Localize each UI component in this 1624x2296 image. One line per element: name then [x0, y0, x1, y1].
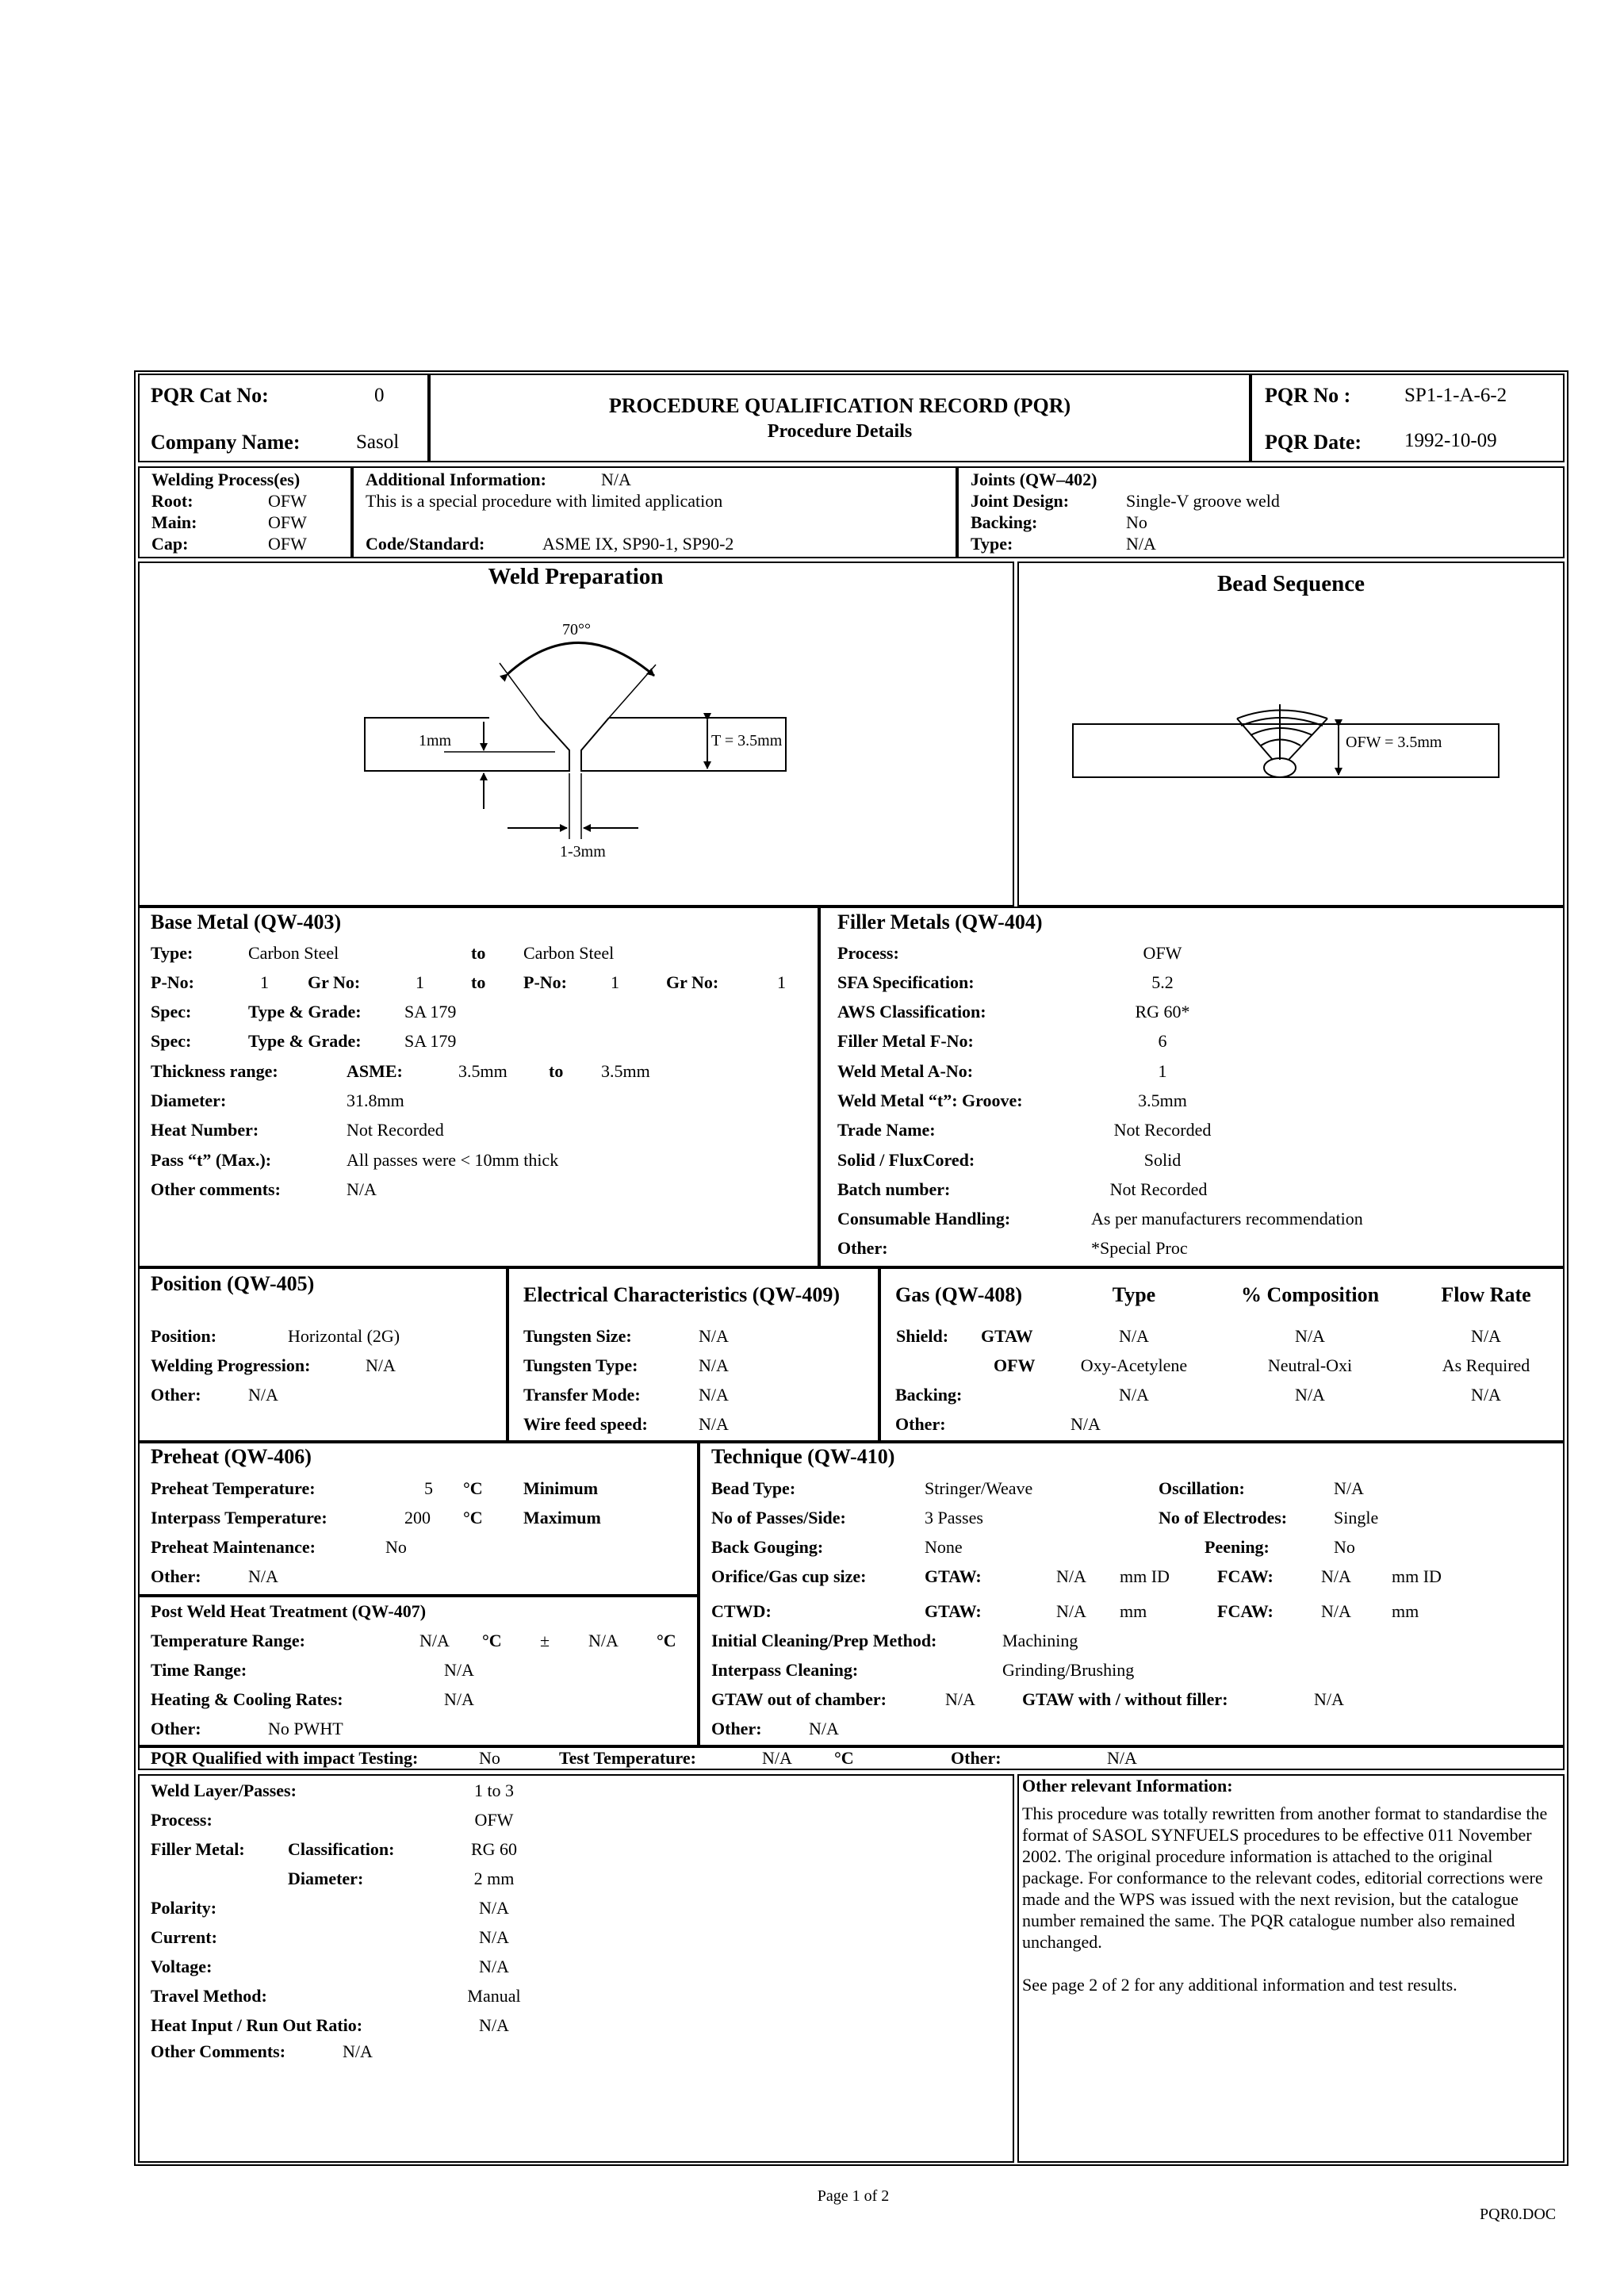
impact-other-label: Other: [951, 1748, 1002, 1768]
layer-other-label: Other Comments: [151, 2041, 286, 2061]
bm-grno-label2: Gr No: [666, 972, 719, 992]
interpass-temp-label: Interpass Temperature: [151, 1508, 327, 1527]
preheat-maint-label: Preheat Maintenance: [151, 1537, 316, 1557]
bm-spec2: SA 179 [404, 1031, 457, 1051]
bm-pno-to: to [471, 972, 486, 992]
filler-solid-value: Solid [1143, 1150, 1182, 1170]
code-standard-value: ASME IX, SP90-1, SP90-2 [542, 534, 734, 554]
pwht-temp-unit2: °C [657, 1631, 676, 1650]
process-cap-value: OFW [268, 534, 307, 554]
technique-other-value: N/A [809, 1719, 839, 1738]
bm-thk1: 3.5mm [458, 1061, 508, 1081]
preheat-other-label: Other: [151, 1566, 201, 1586]
tungsten-size-label: Tungsten Size: [523, 1326, 632, 1346]
interpass-max: Maximum [523, 1508, 601, 1527]
electrodes-value: Single [1334, 1508, 1379, 1527]
filler-process-value: OFW [1143, 943, 1182, 963]
joint-design-value: Single-V groove weld [1126, 491, 1280, 511]
bm-spec-label1: Spec: [151, 1002, 192, 1022]
pqr-cat-no-value: 0 [374, 385, 385, 406]
pwht-other-label: Other: [151, 1719, 201, 1738]
weld-prep-diagram [0, 0, 1624, 912]
back-gouging-value: None [925, 1537, 963, 1557]
progression-value: N/A [366, 1355, 396, 1375]
root-face-label: 1mm [419, 732, 452, 749]
backing-value: No [1126, 512, 1147, 532]
filler-groove-label: Weld Metal “t”: Groove: [837, 1091, 1023, 1110]
impact-other-value: N/A [1107, 1748, 1137, 1768]
initial-cleaning-value: Machining [1002, 1631, 1078, 1650]
filler-fno-label: Filler Metal F-No: [837, 1031, 974, 1051]
bm-grno-label1: Gr No: [308, 972, 361, 992]
shield-ofw-flow: As Required [1442, 1355, 1530, 1375]
voltage-label: Voltage: [151, 1957, 213, 1976]
other-info-text: This procedure was totally rewritten from another format to standardise the format of SASOL SYNFUELS procedures to be effective 011 November 2002. The original procedure information is attached to the original package. For conformance to the relevant codes, editorial corrections were made and the WPS was issued with the next revision, but the catalogue number remained the same. The PQR catalogue number also remained unchanged. [1022, 1803, 1548, 1952]
pwht-time-value: N/A [444, 1660, 474, 1680]
tungsten-type-value: N/A [699, 1355, 729, 1375]
preheat-other-value: N/A [248, 1566, 278, 1586]
gas-backing-flow: N/A [1471, 1385, 1501, 1405]
pwht-pm: ± [540, 1631, 550, 1650]
ctwd-fcaw-value: N/A [1321, 1601, 1351, 1621]
bm-other-label: Other comments: [151, 1179, 281, 1199]
additional-info-text: This is a special procedure with limited application [366, 491, 723, 511]
gas-other-label: Other: [895, 1414, 946, 1434]
plate-left [365, 718, 569, 771]
orifice-label: Orifice/Gas cup size: [711, 1566, 867, 1586]
pwht-rates-value: N/A [444, 1689, 474, 1709]
filler-batch-value: Not Recorded [1109, 1179, 1208, 1199]
bm-pno2: 1 [611, 972, 619, 992]
position-other-value: N/A [248, 1385, 278, 1405]
pwht-temp1: N/A [419, 1631, 450, 1650]
gas-col-flow: Flow Rate [1441, 1283, 1531, 1306]
diameter-value: 2 mm [473, 1869, 515, 1888]
bm-thk2: 3.5mm [601, 1061, 650, 1081]
process-cap-label: Cap: [151, 534, 189, 554]
position-title: Position (QW-405) [151, 1272, 315, 1295]
shield-gtaw-label: GTAW [981, 1326, 1033, 1346]
bm-type2: Carbon Steel [523, 943, 615, 963]
back-gouging-label: Back Gouging: [711, 1537, 824, 1557]
gtaw-out-label: GTAW out of chamber: [711, 1689, 887, 1709]
oscillation-label: Oscillation: [1159, 1478, 1245, 1498]
weld-layer-value: 1 to 3 [473, 1780, 515, 1800]
bead-type-label: Bead Type: [711, 1478, 796, 1498]
ctwd-gtaw-value: N/A [1056, 1601, 1086, 1621]
progression-label: Welding Progression: [151, 1355, 311, 1375]
ctwd-gtaw-label: GTAW: [925, 1601, 982, 1621]
travel-method-label: Travel Method: [151, 1986, 267, 2006]
position-other-label: Other: [151, 1385, 201, 1405]
oscillation-value: N/A [1334, 1478, 1364, 1498]
test-temp-value: N/A [762, 1748, 792, 1768]
bm-pass: All passes were < 10mm thick [347, 1150, 559, 1170]
wire-feed-value: N/A [699, 1414, 729, 1434]
bm-dia: 31.8mm [347, 1091, 404, 1110]
technique-title: Technique (QW-410) [711, 1445, 895, 1468]
pwht-temp2: N/A [588, 1631, 619, 1650]
classification-label: Classification: [288, 1839, 395, 1859]
bm-tg-label1: Type & Grade: [248, 1002, 362, 1022]
bead-type-value: Stringer/Weave [925, 1478, 1033, 1498]
bm-asme-label: ASME: [347, 1061, 403, 1081]
interpass-cleaning-value: Grinding/Brushing [1002, 1660, 1135, 1680]
filler-aws-value: RG 60* [1135, 1002, 1190, 1022]
bm-grno2: 1 [777, 972, 786, 992]
bead-passes [1237, 704, 1327, 777]
polarity-label: Polarity: [151, 1898, 217, 1918]
current-label: Current: [151, 1927, 217, 1947]
bm-type-label: Type: [151, 943, 193, 963]
preheat-temp-unit: °C [463, 1478, 483, 1498]
filler-ano-label: Weld Metal A-No: [837, 1061, 974, 1081]
diameter-label: Diameter: [288, 1869, 364, 1888]
angle-leader-left [500, 663, 540, 718]
doc-name: PQR0.DOC [1480, 2206, 1557, 2223]
peening-value: No [1334, 1537, 1355, 1557]
pqr-date-value: 1992-10-09 [1404, 430, 1497, 451]
position-label: Position: [151, 1326, 217, 1346]
joint-type-value: N/A [1126, 534, 1156, 554]
angle-arc [508, 642, 654, 676]
voltage-value: N/A [479, 1957, 509, 1976]
pwht-rates-label: Heating & Cooling Rates: [151, 1689, 343, 1709]
tungsten-size-value: N/A [699, 1326, 729, 1346]
orifice-gtaw-label: GTAW: [925, 1566, 982, 1586]
orifice-gtaw-value: N/A [1056, 1566, 1086, 1586]
layer-process-value: OFW [474, 1810, 514, 1830]
passes-label: No of Passes/Side: [711, 1508, 846, 1527]
bead-seq-title: Bead Sequence [1216, 571, 1365, 596]
bm-thk-to: to [549, 1061, 564, 1081]
bm-pno1: 1 [260, 972, 269, 992]
filler-trade-label: Trade Name: [837, 1120, 936, 1140]
bm-heat-label: Heat Number: [151, 1120, 259, 1140]
electrical-title: Electrical Characteristics (QW-409) [523, 1283, 841, 1306]
other-info-title: Other relevant Information: [1022, 1776, 1233, 1796]
layer-box [138, 1774, 1014, 2163]
filler-process-label: Process: [837, 943, 899, 963]
bead-thickness-label: OFW = 3.5mm [1346, 734, 1442, 751]
backing-label: Backing: [971, 512, 1038, 532]
additional-info-value: N/A [601, 470, 631, 489]
additional-info-label: Additional Information: [366, 470, 546, 489]
gtaw-filler-value: N/A [1314, 1689, 1344, 1709]
shield-ofw-label: OFW [994, 1355, 1036, 1375]
filler-title: Filler Metals (QW-404) [837, 910, 1043, 933]
impact-label: PQR Qualified with impact Testing: [151, 1748, 419, 1768]
shield-gtaw-comp: N/A [1295, 1326, 1325, 1346]
ctwd-fcaw-unit: mm [1392, 1601, 1419, 1621]
heat-input-value: N/A [479, 2015, 509, 2035]
filler-aws-label: AWS Classification: [837, 1002, 986, 1022]
pqr-cat-no-label: PQR Cat No: [151, 384, 269, 407]
pqr-no-label: PQR No : [1265, 384, 1351, 407]
process-main-label: Main: [151, 512, 197, 532]
gtaw-filler-label: GTAW with / without filler: [1022, 1689, 1228, 1709]
orifice-fcaw-label: FCAW: [1217, 1566, 1274, 1586]
bm-pass-label: Pass “t” (Max.): [151, 1150, 272, 1170]
page-number: Page 1 of 2 [817, 2187, 890, 2205]
bm-dia-label: Diameter: [151, 1091, 227, 1110]
joints-title: Joints (QW–402) [971, 470, 1097, 489]
gas-backing-comp: N/A [1295, 1385, 1325, 1405]
weld-prep-title: Weld Preparation [488, 564, 664, 589]
filler-ano-value: 1 [1158, 1061, 1167, 1081]
gas-backing-type: N/A [1119, 1385, 1149, 1405]
joint-type-label: Type: [971, 534, 1013, 554]
interpass-temp-value: 200 [404, 1508, 431, 1527]
angle-label: 70°° [562, 621, 591, 638]
bm-spec1: SA 179 [404, 1002, 457, 1022]
bm-tg-label2: Type & Grade: [248, 1031, 362, 1051]
wire-feed-label: Wire feed speed: [523, 1414, 648, 1434]
bm-heat: Not Recorded [347, 1120, 444, 1140]
pwht-other-value: No PWHT [268, 1719, 343, 1738]
gas-backing-label: Backing: [895, 1385, 963, 1405]
classification-value: RG 60 [470, 1839, 518, 1859]
pwht-temp-unit1: °C [482, 1631, 502, 1650]
electrodes-label: No of Electrodes: [1159, 1508, 1288, 1527]
gas-other-value: N/A [1071, 1414, 1101, 1434]
filler-trade-value: Not Recorded [1113, 1120, 1212, 1140]
process-root-label: Root: [151, 491, 193, 511]
filler-sfa-value: 5.2 [1151, 972, 1174, 992]
filler-metal-label: Filler Metal: [151, 1839, 245, 1859]
interpass-cleaning-label: Interpass Cleaning: [711, 1660, 859, 1680]
impact-value: No [479, 1748, 500, 1768]
ctwd-gtaw-unit: mm [1120, 1601, 1147, 1621]
gap-label: 1-3mm [560, 843, 606, 861]
base-metal-title: Base Metal (QW-403) [151, 910, 342, 933]
preheat-temp-label: Preheat Temperature: [151, 1478, 316, 1498]
pqr-no-value: SP1-1-A-6-2 [1404, 385, 1507, 406]
filler-handling-value: As per manufacturers recommendation [1091, 1209, 1363, 1228]
welding-process-title: Welding Process(es) [151, 470, 301, 489]
filler-solid-label: Solid / FluxCored: [837, 1150, 975, 1170]
bm-type1: Carbon Steel [248, 943, 339, 963]
gas-title: Gas (QW-408) [895, 1283, 1023, 1306]
shield-gtaw-flow: N/A [1471, 1326, 1501, 1346]
ctwd-label: CTWD: [711, 1601, 772, 1621]
position-value: Horizontal (2G) [288, 1326, 400, 1346]
orifice-gtaw-unit: mm ID [1120, 1566, 1170, 1586]
form-title: PROCEDURE QUALIFICATION RECORD (PQR) [608, 394, 1071, 417]
process-main-value: OFW [268, 512, 307, 532]
gtaw-out-value: N/A [945, 1689, 975, 1709]
bm-grno1: 1 [416, 972, 424, 992]
orifice-fcaw-value: N/A [1321, 1566, 1351, 1586]
pqr-date-label: PQR Date: [1265, 431, 1362, 454]
filler-handling-label: Consumable Handling: [837, 1209, 1011, 1228]
layer-other-value: N/A [343, 2041, 373, 2061]
filler-groove-value: 3.5mm [1138, 1091, 1187, 1110]
travel-method-value: Manual [467, 1986, 521, 2006]
pwht-temp-label: Temperature Range: [151, 1631, 305, 1650]
interpass-temp-unit: °C [463, 1508, 483, 1527]
shield-label: Shield: [896, 1326, 949, 1346]
company-name-value: Sasol [356, 431, 400, 453]
test-temp-unit: °C [834, 1748, 854, 1768]
preheat-maint-value: No [385, 1537, 407, 1557]
filler-other-label: Other: [837, 1238, 888, 1258]
filler-fno-value: 6 [1158, 1031, 1167, 1051]
gas-col-composition: % Composition [1240, 1283, 1380, 1306]
bm-other: N/A [347, 1179, 377, 1199]
bm-spec-label2: Spec: [151, 1031, 192, 1051]
peening-label: Peening: [1205, 1537, 1270, 1557]
thickness-label: T = 3.5mm [711, 732, 783, 749]
company-name-label: Company Name: [151, 431, 301, 454]
pwht-title: Post Weld Heat Treatment (QW-407) [151, 1601, 427, 1621]
shield-ofw-comp: Neutral-Oxi [1267, 1355, 1353, 1375]
tungsten-type-label: Tungsten Type: [523, 1355, 638, 1375]
layer-process-label: Process: [151, 1810, 213, 1830]
initial-cleaning-label: Initial Cleaning/Prep Method: [711, 1631, 937, 1650]
preheat-title: Preheat (QW-406) [151, 1445, 312, 1468]
bm-pno-label2: P-No: [523, 972, 567, 992]
filler-batch-label: Batch number: [837, 1179, 951, 1199]
orifice-fcaw-unit: mm ID [1392, 1566, 1442, 1586]
transfer-mode-value: N/A [699, 1385, 729, 1405]
other-info-text2: See page 2 of 2 for any additional information and test results. [1022, 1975, 1457, 1995]
joint-design-label: Joint Design: [971, 491, 1070, 511]
angle-leader-right [609, 665, 656, 718]
ctwd-fcaw-label: FCAW: [1217, 1601, 1274, 1621]
heat-input-label: Heat Input / Run Out Ratio: [151, 2015, 363, 2035]
polarity-value: N/A [479, 1898, 509, 1918]
filler-sfa-label: SFA Specification: [837, 972, 975, 992]
preheat-min: Minimum [523, 1478, 599, 1498]
passes-value: 3 Passes [925, 1508, 983, 1527]
shield-ofw-type: Oxy-Acetylene [1080, 1355, 1188, 1375]
pwht-time-label: Time Range: [151, 1660, 247, 1680]
form-subtitle: Procedure Details [767, 421, 913, 442]
preheat-temp-value: 5 [424, 1478, 433, 1498]
gas-col-type: Type [1112, 1283, 1156, 1306]
current-value: N/A [479, 1927, 509, 1947]
code-standard-label: Code/Standard: [366, 534, 485, 554]
test-temp-label: Test Temperature: [559, 1748, 696, 1768]
process-root-value: OFW [268, 491, 307, 511]
bm-thk-label: Thickness range: [151, 1061, 278, 1081]
bm-pno-label: P-No: [151, 972, 194, 992]
bm-type-to: to [471, 943, 486, 963]
technique-other-label: Other: [711, 1719, 762, 1738]
weld-layer-label: Weld Layer/Passes: [151, 1780, 297, 1800]
filler-other-value: *Special Proc [1091, 1238, 1188, 1258]
shield-gtaw-type: N/A [1119, 1326, 1149, 1346]
transfer-mode-label: Transfer Mode: [523, 1385, 641, 1405]
